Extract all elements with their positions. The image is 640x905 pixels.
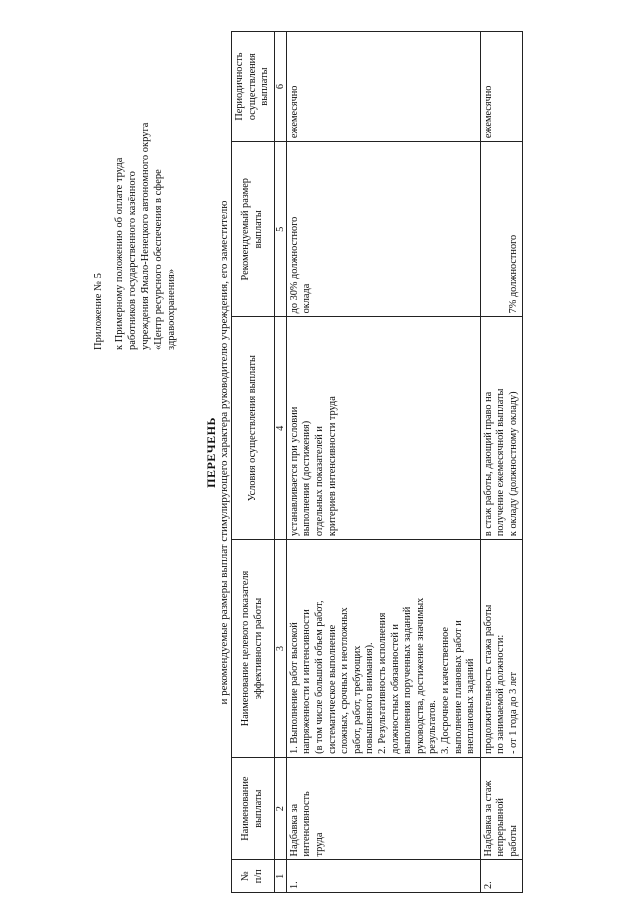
indicator-text: 1. Выполнение работ высокой напряженности и интенсивности (в том числе большой объем работ, систематическое выполнение сложных, срочных и неотложных работ, работ, требующих повышенного внимания). 2. Результативность исполнения должностных обязанностей и выполнения порученных заданий руководства, достижение значимых результатов. 3. Досрочное и качественное выполнение плановых работ и внеплановых заданий <box>286 540 480 758</box>
header-number: № п/п <box>232 860 275 893</box>
column-number: 4 <box>274 317 286 540</box>
column-number: 1 <box>274 860 286 893</box>
header-recommended-size: Рекомендуемый размер выплаты <box>232 142 275 317</box>
condition-text: в стаж работы, дающий право на получение ежемесячной выплаты к окладу (должностному окладу) <box>480 317 523 540</box>
column-number-row <box>274 32 286 893</box>
periodicity: ежемесячно <box>286 32 480 142</box>
table-row <box>480 32 523 893</box>
header-payment-name: Наименование выплаты <box>232 757 275 860</box>
payments-table <box>231 31 523 893</box>
payment-name: Надбавка за стаж непрерывной работы <box>480 757 523 860</box>
column-number: 5 <box>274 142 286 317</box>
condition-text: устанавливается при условии выполнения (достижения) отдельных показателей и критериев интенсивности труда <box>286 317 480 540</box>
indicator-text: продолжительность стажа работы по занимаемой должности: - от 1 года до 3 лет <box>480 540 523 758</box>
row-number: 1. <box>286 860 480 893</box>
payment-name: Надбавка за интенсивность труда <box>286 757 480 860</box>
appendix-note <box>92 30 178 350</box>
column-number: 3 <box>274 540 286 758</box>
recommended-size: 7% должностного <box>480 142 523 317</box>
document-subtitle: и рекомендуемые размеры выплат стимулирующего характера руководителю учреждения, его заместителю <box>218 200 230 705</box>
column-number: 6 <box>274 32 286 142</box>
appendix-number: Приложение № 5 <box>93 273 104 350</box>
table-header-row <box>232 32 275 893</box>
header-conditions: Условия осуществления выплаты <box>232 317 275 540</box>
document-title: ПЕРЕЧЕНЬ <box>204 417 218 488</box>
appendix-reference: к Примерному положению об оплате труда работников государственного казённого учреждения Ямало-Ненецкого автономного округа «Центр ресурсного обеспечения в сфере здравоохранения» <box>114 122 177 350</box>
column-number: 2 <box>274 757 286 860</box>
periodicity: ежемесячно <box>480 32 523 142</box>
header-periodicity: Периодичность осуществления выплаты <box>232 32 275 142</box>
recommended-size: до 30% должностного оклада <box>286 142 480 317</box>
header-indicator: Наименование целевого показателя эффективности работы <box>232 540 275 758</box>
table-row <box>286 32 480 893</box>
row-number: 2. <box>480 860 523 893</box>
